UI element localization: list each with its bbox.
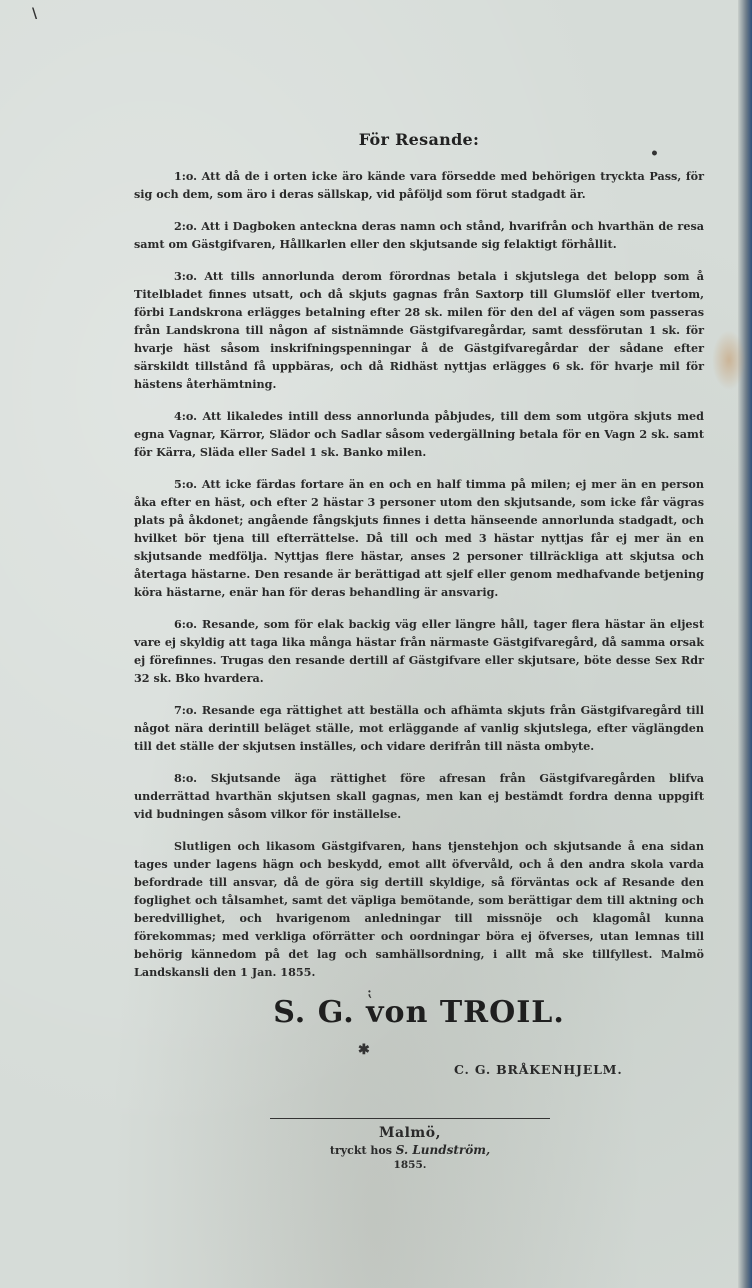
ink-dot: • [650, 146, 659, 162]
printer-imprint [270, 1118, 550, 1171]
page-edge [738, 0, 752, 1288]
imprint-printer-name: S. Lundström, [395, 1143, 491, 1157]
ink-dot: ⁏ [368, 985, 373, 999]
signature-secondary: C. G. BRÅKENHJELM. [454, 1062, 623, 1077]
paragraph-7: 7:o. Resande ega rättighet att beställa och afhämta skjuts från Gästgifvaregård till något nära derintill beläget ställe, mot erläggande af vanlig skjutslega, efter väglängden till det ställe der skjutsen inställes, och vidare derifrån till nästa ombyte. [134, 703, 704, 753]
paragraph-8: 8:o. Skjutsande äga rättighet före afresan från Gästgifvaregården blifva underrättad hvarthän skjutsen skall gagnas, men kan ej bestämdt fordra denna uppgift vid budningen såsom vilkor för inställelse. [134, 771, 704, 821]
paragraph-6: 6:o. Resande, som för elak backig väg eller längre håll, tager flera hästar än eljest vare ej skyldig att taga lika många hästar från närmaste Gästgifvaregård, då samma orsak ej förefinnes. Trugas den resande dertill af Gästgifvare eller skjutsare, böte desse Sex Rdr 32 sk. Bko hvardera. [134, 617, 704, 685]
imprint-year: 1855. [393, 1159, 427, 1171]
imprint-printer-line [270, 1143, 550, 1157]
document-body [134, 130, 704, 1030]
imprint-printed-by: tryckt hos [329, 1144, 392, 1157]
ink-dot: ✱ [358, 1042, 370, 1058]
signature-main: S. G. von TROIL. [273, 995, 565, 1030]
paper-stain [712, 330, 746, 390]
paragraph-4: 4:o. Att likaledes intill dess annorlunda påbjudes, till dem som utgöra skjuts med egna Vagnar, Kärror, Slädor och Sadlar såsom vedergällning betala för en Vagn 2 sk. samt för Kärra, Släda eller Sadel 1 sk. Banko milen. [134, 409, 704, 459]
closing-paragraph: Slutligen och likasom Gästgifvaren, hans tjenstehjon och skjutsande å ena sidan tages under lagens hägn och beskydd, emot allt öfvervåld, och å den andra skola varda befordrade till ansvar, då de göra sig dertill skyldige, så förväntas ock af Resande den foglighet och tålsamhet, samt det väpliga bemötande, som berättigar dem till aktning och beredvillighet, och hvarigenom anledningar till missnöje och klagomål kunna förekommas; med verkliga oförrätter och oordningar böra ej öfverses, utan lemnas till behörig kännedom på det lag och samhällsordning, i allt må ske tillfyllest. Malmö Landskansli den 1 Jan. 1855. [134, 839, 704, 979]
paragraph-5: 5:o. Att icke färdas fortare än en och en half timma på milen; ej mer än en person åka efter en häst, och efter 2 hästar 3 personer utom den skjutsande, som icke får vägras plats på åkdonet; angående fångskjuts finnes i detta hänseende annorlunda stadgadt, och hvilket bör tjena till efterrättelse. Då till och med 3 hästar nyttjas får ej mer än en skjutsande medfölja. Nyttjas flere hästar, anses 2 personer tillräckliga att skjutsa och återtaga hästarne. Den resande är berättigad att sjelf eller genom medhafvande betjening köra hästarne, enär han för deras behandling är ansvarig. [134, 477, 704, 599]
imprint-place: Malmö, [379, 1125, 441, 1141]
document-heading: För Resande: [358, 130, 480, 149]
paragraph-3: 3:o. Att tills annorlunda derom förordnas betala i skjutslega det belopp som å Titelbladet finnes utsatt, och då skjuts gagnas från Saxtorp till Glumslöf eller tvertom, förbi Landskrona erlägges betalning efter 28 sk. milen för den del af vägen som passeras från Landskrona till någon af sistnämnde Gästgifvaregårdar, samt dessförutan 1 sk. för hvarje häst såsom inskrifningspenningar å de Gästgifvaregårdar der sådane efter särskildt tillstånd få uppbäras, och då Ridhäst nyttjas erlägges 6 sk. för hvarje mil för hästens återhämtning. [134, 269, 704, 391]
paragraph-1: 1:o. Att då de i orten icke äro kände vara försedde med behörigen tryckta Pass, för sig och dem, som äro i deras sällskap, vid påföljd som förut stadgadt är. [134, 169, 704, 201]
paragraph-2: 2:o. Att i Dagboken anteckna deras namn och stånd, hvarifrån och hvarthän de resa samt om Gästgifvaren, Hållkarlen eller den skjutsande sig felaktigt förhållit. [134, 219, 704, 251]
corner-mark: \ [32, 6, 38, 22]
